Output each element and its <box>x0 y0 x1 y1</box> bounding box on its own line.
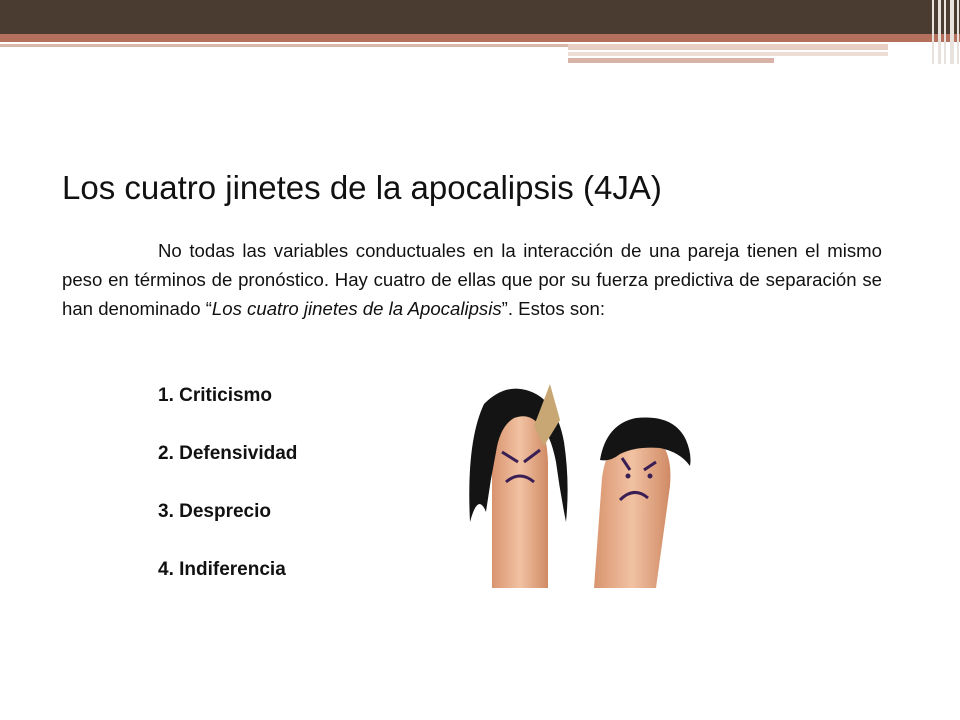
header-pale-band <box>568 44 888 50</box>
list-item: 4. Indiferencia <box>158 559 286 580</box>
paragraph-text: No todas las variables conductuales en la interacción de una pareja tienen el mismo peso en términos de pronóstico. Hay cuatro de ellas que por su fuerza predictiva de separación se han denominado “ <box>62 240 882 319</box>
header-pale-band <box>568 52 888 56</box>
list-item: 2. Defensividad <box>158 443 298 464</box>
arguing-fingers-image <box>460 382 730 588</box>
header-thin-band <box>0 44 568 47</box>
list-item: 1. Criticismo <box>158 385 273 406</box>
header-decoration <box>0 0 960 66</box>
slide-title: Los cuatro jinetes de la apocalipsis (4JA) <box>62 169 662 206</box>
header-edge-lines <box>930 0 960 64</box>
horsemen-list <box>158 382 458 614</box>
header-accent-band <box>0 34 960 42</box>
header-pale-band <box>568 58 774 63</box>
list-item: 3. Desprecio <box>158 501 271 522</box>
paragraph-text-end: ”. Estos son: <box>501 298 605 319</box>
paragraph-emphasis: Los cuatro jinetes de la Apocalipsis <box>211 298 502 319</box>
header-dark-band <box>0 0 960 34</box>
slide-paragraph <box>62 236 882 323</box>
